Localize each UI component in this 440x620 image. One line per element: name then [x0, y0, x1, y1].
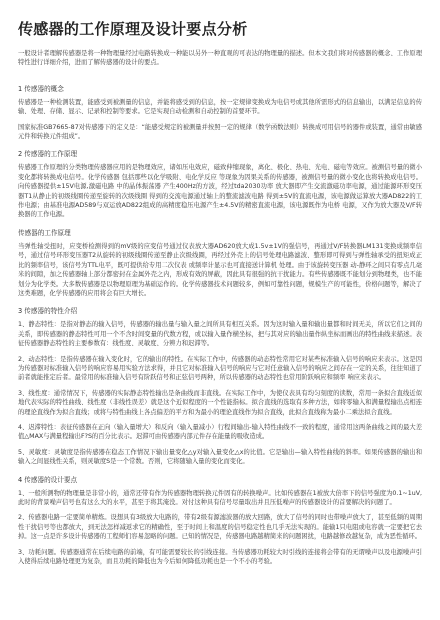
intro-paragraph: 一般设计者理解传感器是将一种物理量经过电路转换成一种能以另外一种直观的可表达的物理量的描述。但本文我们将对传感器的概念、工作原理特性进行详细介绍，进而了解传感器的设计的要点。 [18, 50, 422, 67]
section-heading-principle: 2 传感器的工作原理 [18, 150, 78, 159]
page-title: 传感器的工作原理及设计要点分析 [18, 20, 248, 38]
section-heading-characteristics: 3 传感器的特性介绍 [18, 307, 78, 316]
section-paragraph: 5、灵敏度：灵敏度是指传感器在稳态工作情况下输出量变化△y对输入量变化△x的比值。它是输出—输入特性曲线的斜率。如果传感器的输出和输入之间显线性关系，则灵敏度S是一个常数。否则，它将随输入量的变化而变化。 [18, 448, 422, 466]
section-paragraph: 4、迟滞特性：表征传感器在正向（输入量增大）和反向（输入量减小）行程间输出-输入特性曲线不一致的程度，通常用这两条曲线之间的最大差值△MAX与满量程输出F?S的百分比表示。迟滞可由传感器内部元件存在能量的吸收造成。 [18, 423, 422, 441]
section-paragraph: 国家标准GB7665-87对传感器下的定义是：“能感受规定的被测量并按照一定的规律（数学函数法则）转换成可用信号的器件或装置，通常由敏感元件和转换元件组成”。 [18, 123, 422, 141]
section-paragraph: 当弹性轴受扭时，应变桥检测得到的mV级的应变信号通过仪表放大器AD620放大成1.5v±1V的强信号，再通过V/F转换器LM131变换成频率信号，通过信号环形变压器T2从旋转的初级线圈传递至静止次级线圈，再经过外壳上的信号处理电路滤波、整形即可得到与弹性轴承受的扭矩成正比的频率信号，该信号为TTL电平，既可提供给专用二次仪表 或频率计显示也可直接送计算机 处理。由于该旋转变压器 动-静环之间只有零点几毫米的间隙，加之传感器轴上部分都密封在金属外壳之内，形成有效的屏蔽，因此具有很强的抗干扰能力。有些传感器既不能划分到物理类，也不能划分为化学类。大多数传感器是以物理原理为基础运作的。化学传感器技术问题较多，例如可靠性问题，规模生产的可能性，价格问题等，解决了这类难题，化学传感器的应用将会有巨大增长。 [18, 242, 422, 297]
section-paragraph: 2、传感器电路一定要简单精炼。设想具有3级放大电路的，带有2级有源滤波器的放大回路，放大了信号的同时也带噪声放大了，甚至低频的周期性干扰信号等也都放大，到无法怎样减返求它的精确性，至于时间上和温度的信号稳定性也几乎无法实现的。能输1只电阻或电容就一定要把它去掉。这一点是许多设计传感器的工程师们容易忽略的问题。已知的情况是，传感器电路越精简来的问题困扰，电路越修改越复杂，成为恶性循环。 [18, 514, 422, 541]
section-paragraph: 传感器工作原理的分类物理传感器应用的是物理效应，诸如压电效应，磁致伸缩现象，离化、极化、热电、光电、磁电等效应。被测信号量的微小变化都将转换成电信号。化学传感器 包括那些以化学吸附、电化学反应 等现象为因果关系的传感器，被测信号量的微小变化也将转换成电信号。向传感器提供±15V电源,激磁电路 中的晶体振荡器 产生400Hz的方波，经过tda2030功率 放大器即产生交流激磁功率电源，通过能源环形变压器T1从静止的初级线圈传递至旋转的次级线圈 得到的交流电源通过轴上的整流滤波电路 得到±5V的直流电源，该电源做运算放大器AD822的工作电源；由基准电源AD589与双运放AD822组成的高精度稳压电源产生±4.5V的精密直流电源，该电源既作为电桥 电源，又作为放大器及V/F转换器的工作电源。 [18, 164, 422, 219]
spacer [18, 74, 422, 76]
section-heading-design-points: 4 传感器的设计要点 [18, 475, 78, 484]
section-paragraph: 2、动态特性：是指传感器在输入变化时，它的输出的特性。在实际工作中，传感器的动态特性常用它对某些标准输入信号的响应来表示。这是因为传感器对标准输入信号的响应容易用实验方法求得，并且它对标准输入信号的响应与它对任意输入信号的响应之间存在一定的关系，往往知道了前者就能推定后者。最常用的标准输入信号有阶跃信号和正弦信号两种，所以传感器的动态特性也常用阶跃响应和频率 响应来表示。 [18, 355, 422, 382]
section-paragraph: 1、一般所测物的物理量是非常小的，通常还带有作为传感器物理转换元件固有的转换噪声。比如传感器在1被放大倍率下的信号强度为0.1~1uV,此时的背景噪声信号也有这么大的水平，甚至于将其淹没。对付这种具有信号尽量取出并且压低噪声的传感器设计的首要解决的问题了。 [18, 489, 422, 506]
section-paragraph: 3、线性度：通常情况下，传感器的实际静态特性输出是条曲线而非直线。在实际工作中，为使仪表具有均匀刻度的读数，常用一条拟合直线近似地代表实际的特性曲线、线性度（非线性误差）就是这个近似程度的一个性能指标。拟合直线的选取有多种方法，如将零输入和满量程输出点相连的理论直线作为拟合直线；或将与特性曲线上各点偏差的平方和为最小的理论直线作为拟合直线，此拟合直线称为最小二乘法拟合直线。 [18, 389, 422, 416]
section-heading-working-principle: 传感器的工作原理 [18, 228, 71, 237]
section-paragraph: 1、静态特性：是指对静态的输入信号，传感器的输出量与输入量之间所具有相互关系。因为这时输入量和输出量都和时间无关，所以它们之间的关系，即传感器的静态特性可用一个不含时间变量的代数方程，或以输入量作横坐标，把与其对应的输出量作纵坐标而画出的特性曲线来描述。表征传感器静态特性的主要参数有：线性度、灵敏度、分辨力和迟滞等。 [18, 321, 422, 348]
section-paragraph: 3、功耗问题。传感器通常在后续电路的前端，有可能需要较长的引线连接。当传感器功耗较大时引线的连接将会带有的无谓噪声以及电源噪声引入使得后续电路处理更为复杂，而且功耗的降低也为今后如何降低功耗也是一个不小的考验。 [18, 548, 422, 566]
section-paragraph: 传感器是一种检测装置，能感受到被测量的信息，并能将感受到的信息，按一定规律变换成为电信号或其他所需形式的信息输出，以满足信息的传输、处理、存储、显示、记录和控制等要求。它是实现自动检测和自动控制的首要环节。 [18, 98, 422, 116]
section-heading-concept: 1 传感器的概念 [18, 84, 64, 93]
